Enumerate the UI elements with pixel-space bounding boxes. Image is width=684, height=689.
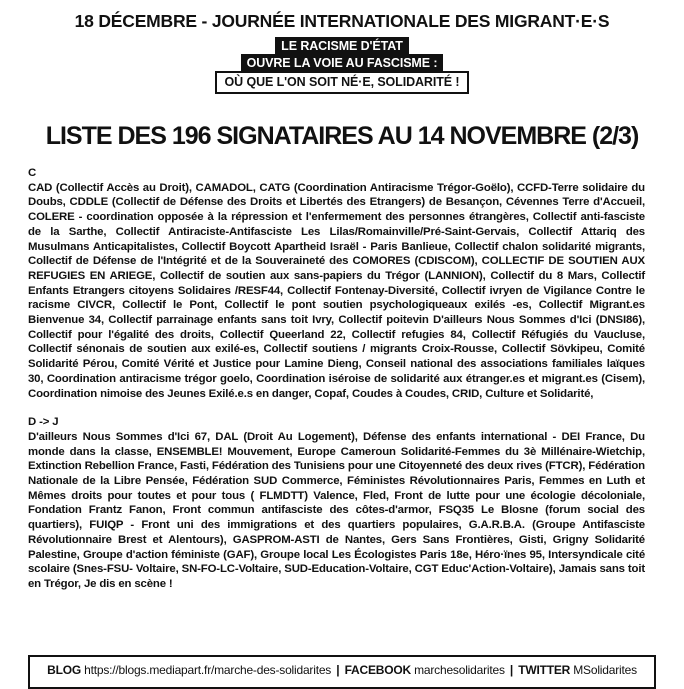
twitter-link[interactable]: MSolidarites xyxy=(573,663,637,677)
footer-separator: | xyxy=(509,663,514,677)
slogan-line-1-text: LE RACISME D'ÉTAT xyxy=(275,37,409,56)
section-heading-c: C xyxy=(28,167,37,179)
blog-link[interactable]: https://blogs.mediapart.fr/marche-des-solidarites xyxy=(84,663,332,677)
section-text-c: CAD (Collectif Accès au Droit), CAMADOL, CATG (Coordination Antiracisme Trégor-Goëlo), CCFD-Terre solidaire du Doubs, CDDLE (Collectif de Défense des Droits et Libertés des Etrangers) de Besançon, Cévennes Terre d'Accueil, COLERE - coordination opposée à la répression et l'enfermement des personnes étrangères, Collectif anti-fasciste de la Sarthe, Collectif Antiraciste-Antifasciste Les Lilas/Romainville/Pré-Saint-Gervais, Collectif Attariq des Musulmans Anticapitalistes, Collectif Boycott Apartheid Israël - Paris Banlieue, Collectif chalon solidarité migrants, Collectif de Défense de l'Intégrité et de la Souveraineté des COMORES (CDISCOM), COLLECTIF DE SOUTIEN AUX REFUGIES EN ARIEGE, Collectif de soutien aux sans-papiers du Trégor (LANNION), Collectif du 8 Mars, Collectif Enfants Etrangers citoyens Solidaires /RESF44, Collectif Fontenay-Diversité, Collectif ivryen de Vigilance Contre le racisme CIVCR, Collectif le Pont, Collectif le pont soutien psychologiqueaux exilés -es, Collectif Migrant.es Bienvenue 34, Collectif parrainage enfants sans toit Ivry, Collectif poitevin D'ailleurs Nous Sommes d'Ici (DNSI86), Collectif pour l'égalité des droits, Collectif Queerland 22, Collectif refugies 84, Collectif Réfugiés du Vaucluse, Collectif sénonais de soutien aux exilé-es, Collectif soutiens / migrants Croix-Rousse, Collectif Sövkipeu, Comité Solidarité Pérou, Comité Vérité et Justice pour Lamine Dieng, Conseil national des associations familiales laïques 30, Coordination antiracisme trégor goelo, Coordination iséroise de solidarité aux étranger.es et migrant.es (Cisem), Coordination nimoise des Jeunes Exilé.e.s en danger, Copaf, Coudes à Coudes, CRID, Culture et Solidarité, xyxy=(28,181,645,400)
section-heading-d-j: D -> J xyxy=(28,416,59,429)
twitter-label: TWITTER xyxy=(518,663,571,677)
facebook-link[interactable]: marchesolidarites xyxy=(414,663,505,677)
slogan-line-3-text: OÙ QUE L'ON SOIT NÉ·E, SOLIDARITÉ ! xyxy=(215,71,470,94)
section-spacer xyxy=(28,401,645,415)
facebook-label: FACEBOOK xyxy=(344,663,411,677)
footer-separator: | xyxy=(336,663,340,677)
signatories-content xyxy=(28,166,645,592)
blog-label: BLOG xyxy=(47,663,81,677)
slogan-banner-line-3 xyxy=(0,71,684,94)
signatories-list-title: LISTE DES 196 SIGNATAIRES AU 14 NOVEMBRE (2/3) xyxy=(45,122,639,150)
section-text-d-j: D'ailleurs Nous Sommes d'Ici 67, DAL (Droit Au Logement), Défense des enfants international - DEI France, Du monde dans la classe, ENSEMBLE! Mouvement, Europe Cameroun Solidarité-Femmes du 3è Millénaire-Wietchip, Extinction Rebellion France, Fasti, Fédération des Tunisiens pour une Citoyenneté des deux rives (FTCR), Fédération Nationale de la Libre Pensée, Fédération SUD Commerce, Féministes Révolutionnaires Paris, Femmes en Luth et Mêmes droits pour toutes et pour tous ( FLMDTT) Valence, Fled, Front de lutte pour une écologie décoloniale, Fondation Frantz Fanon, Front commun antifasciste des côtes-d'armor, FSQ35 Le Blosne (forum social des quartiers), FUIQP - Front uni des immigrations et des quartiers populaires, G.A.R.B.A. (Groupe Antifasciste Révolutionnaire Brest et Alentours), GASPROM-ASTI de Nantes, Gers Sans Frontières, Gisti, Grigny Solidarité Palestine, Groupe d'action féministe (GAF), Groupe local Les Écologistes Paris 18e, Héro·ïnes 95, Intersyndicale cité scolaire (Snes-FSU- Voltaire, SN-FO-LC-Voltaire, SUD-Education-Voltaire, CGT Educ'Action-Voltaire), Jamais sans toit en Trégor, Je dis en scène ! xyxy=(28,430,645,590)
slogan-line-2-text: OUVRE LA VOIE AU FASCISME : xyxy=(241,54,444,73)
event-date-heading: 18 DÉCEMBRE - JOURNÉE INTERNATIONALE DES MIGRANT·E·S xyxy=(74,11,610,31)
